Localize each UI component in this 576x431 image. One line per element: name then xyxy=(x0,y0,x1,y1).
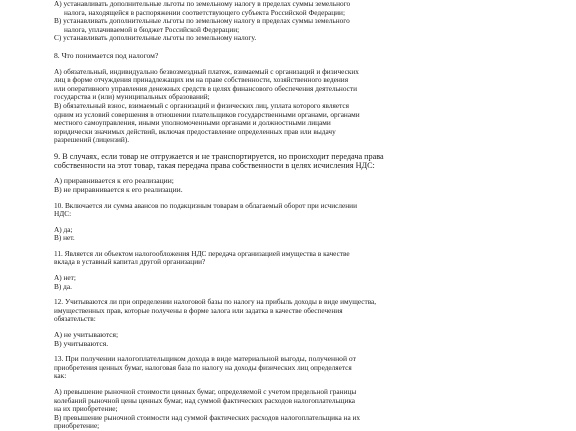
question-9 xyxy=(54,152,474,195)
answer-line: лиц в форме отчуждения принадлежащих им на праве собственности, хозяйственного ведения xyxy=(54,76,349,85)
previous-answers xyxy=(54,0,474,43)
answer-line: приобретение; xyxy=(54,422,100,431)
answer-line: разрешений (лицензий). xyxy=(54,136,130,145)
answer-line: В) учитываются. xyxy=(54,339,109,348)
question-title-cont: как: xyxy=(54,372,67,381)
document-page xyxy=(54,0,474,431)
question-10 xyxy=(54,202,474,243)
question-title: 9. В случаях, если товар не отгружается и не транспортируется, но происходит передача права xyxy=(54,151,384,161)
answer-line: колебаний рыночной цены ценных бумаг, над суммой фактических расходов налогоплательщика xyxy=(54,396,356,405)
answer-line: А) да; xyxy=(54,225,73,234)
answer-line: В) устанавливать дополнительные льготы по земельному налогу в пределах суммы земельного xyxy=(54,17,350,26)
answer-line: юридически значимых действий, включая предоставление определенных прав или выдачу xyxy=(54,127,336,136)
answer-line: В) не приравнивается к его реализации. xyxy=(54,185,183,194)
question-12 xyxy=(54,298,474,348)
answer-line: А) превышение рыночной стоимости ценных бумаг, определяемой с учетом предельной границы xyxy=(54,388,357,396)
answer-line: В) обязательный взнос, взимаемый с организаций и физических лиц, уплата которого является xyxy=(54,101,350,110)
answer-line: местного самоуправления, иными уполномоченными органами и должностными лицами xyxy=(54,119,331,128)
question-title-cont: вклада в уставный капитал другой организации? xyxy=(54,258,206,267)
question-title: 10. Включается ли сумма авансов по подакцизным товарам в облагаемый оборот при исчислении xyxy=(54,201,357,210)
answer-line: А) обязательный, индивидуально безвозмездный платеж, взимаемый с организаций и физических xyxy=(54,67,359,76)
answer-line: или оперативного управления денежных средств в целях финансового обеспечения деятельности xyxy=(54,84,357,93)
question-title: 12. Учитываются ли при определении налоговой базы по налогу на прибыль доходы в виде имущества, xyxy=(54,298,377,307)
question-13 xyxy=(54,355,474,431)
answer-line: государства и (или) муниципальных образований; xyxy=(54,93,210,102)
question-title-cont: приобретения ценных бумаг, налоговая база по налогу на доходы физических лиц определяется xyxy=(54,363,352,372)
question-title: 11. Является ли объектом налогообложения НДС передача организацией имущества в качестве xyxy=(54,249,350,258)
answer-line: налога, находящейся в распоряжении соответствующего субъекта Российской Федерации; xyxy=(64,8,345,17)
answer-line: А) не учитываются; xyxy=(54,331,119,340)
answer-line: В) превышение рыночной стоимости над суммой фактических расходов налогоплательщика на их xyxy=(54,413,361,422)
question-title: 8. Что понимается под налогом? xyxy=(54,51,159,60)
answer-line: налога, уплачиваемой в бюджет Российской Федерации; xyxy=(64,25,240,34)
answer-line: В) нет. xyxy=(54,234,75,243)
answer-line: одним из условий совершения в отношении плательщиков государственными органами, органами xyxy=(54,110,360,119)
question-title: 13. При получении налогоплательщиком дохода в виде материальной выгоды, полученной от xyxy=(54,355,356,364)
answer-line: С) устанавливать дополнительные льготы по земельному налогу. xyxy=(54,34,257,43)
question-8 xyxy=(54,52,474,145)
answer-line: А) устанавливать дополнительные льготы по земельному налогу в пределах суммы земельного xyxy=(54,0,351,8)
answer-line: А) нет; xyxy=(54,274,76,283)
answer-line: В) да. xyxy=(54,282,72,291)
question-title-cont: обязательств: xyxy=(54,315,96,324)
answer-line: на их приобретение; xyxy=(54,405,118,414)
question-11 xyxy=(54,250,474,291)
question-title-cont: НДС: xyxy=(54,210,72,219)
question-title-cont: собственности на этот товар, такая передача права собственности в целях исчисления НДС: xyxy=(54,161,375,171)
answer-line: А) приравнивается к его реализации; xyxy=(54,177,174,186)
question-title-cont: имущественных прав, которые получены в форме залога или задатка в качестве обеспечения xyxy=(54,306,343,315)
